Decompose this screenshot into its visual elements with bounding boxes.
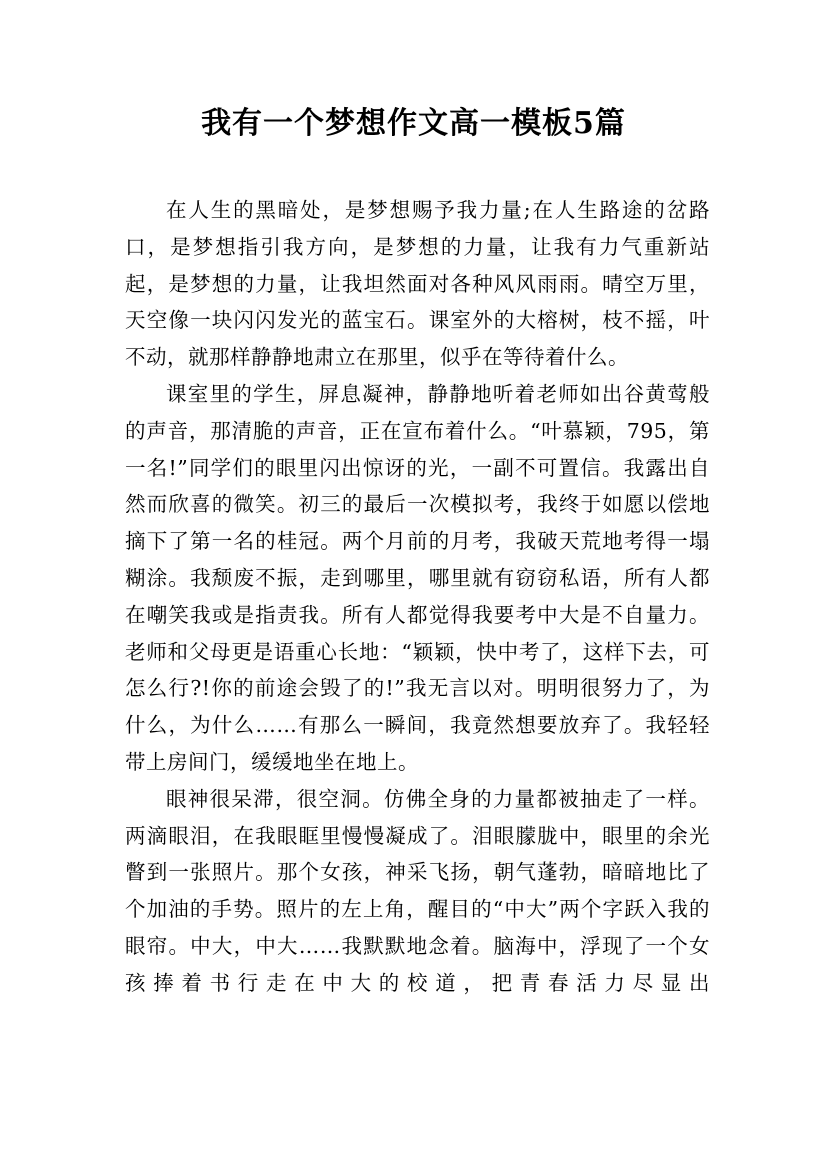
paragraph-3: 眼神很呆滞，很空洞。仿佛全身的力量都被抽走了一样。两滴眼泪，在我眼眶里慢慢凝成了。泪眼朦胧中，眼里的余光瞥到一张照片。那个女孩，神采飞扬，朝气蓬勃，暗暗地比了个加油的手势。照片的左上角，醒目的“中大”两个字跃入我的眼帘。中大，中大……我默默地念着。脑海中，浮现了一个女孩捧着书行走在中大的校道，把青春活力尽显出	[125, 786, 710, 995]
paragraph-1: 在人生的黑暗处，是梦想赐予我力量;在人生路途的岔路口，是梦想指引我方向，是梦想的力量，让我有力气重新站起，是梦想的力量，让我坦然面对各种风风雨雨。晴空万里，天空像一块闪闪发光的蓝宝石。课室外的大榕树，枝不摇，叶不动，就那样静静地肃立在那里，似乎在等待着什么。	[125, 198, 710, 370]
document-body	[125, 192, 710, 1002]
document-title: 我有一个梦想作文高一模板5篇	[201, 106, 626, 141]
paragraph-2: 课室里的学生，屏息凝神，静静地听着老师如出谷黄莺般的声音，那清脆的声音，正在宣布着什么。“叶慕颖，795，第一名!”同学们的眼里闪出惊讶的光，一副不可置信。我露出自然而欣喜的微笑。初三的最后一次模拟考，我终于如愿以偿地摘下了第一名的桂冠。两个月前的月考，我破天荒地考得一塌糊涂。我颓废不振，走到哪里，哪里就有窃窃私语，所有人都在嘲笑我或是指责我。所有人都觉得我要考中大是不自量力。老师和父母更是语重心长地：“颖颖，快中考了，这样下去，可怎么行?!你的前途会毁了的!”我无言以对。明明很努力了，为什么，为什么……有那么一瞬间，我竟然想要放弃了。我轻轻带上房间门，缓缓地坐在地上。	[125, 381, 710, 774]
